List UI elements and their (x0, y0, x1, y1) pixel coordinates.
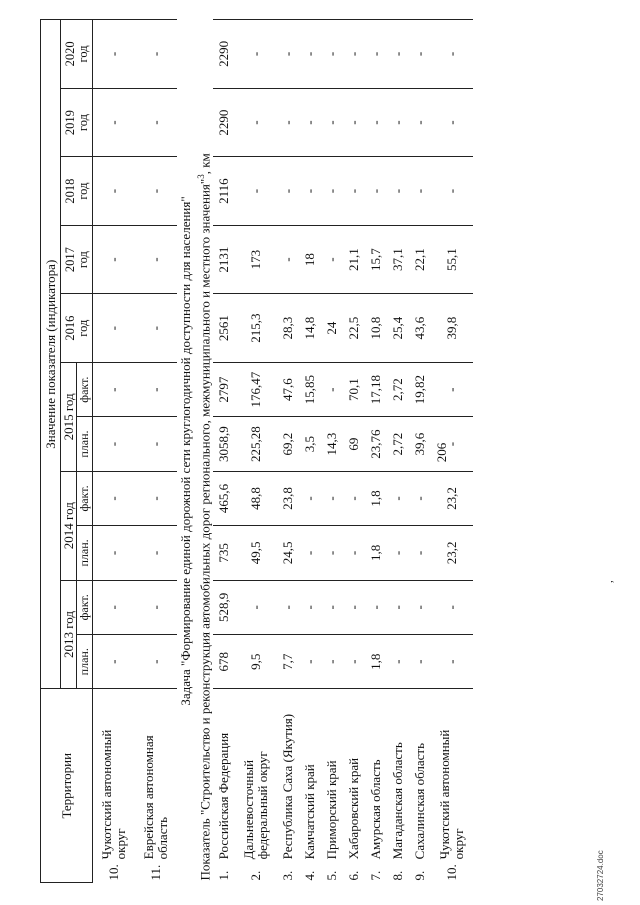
year-2019-header: 2019 год (61, 88, 93, 157)
table-row (135, 20, 177, 883)
row-number: 3. (280, 870, 296, 881)
value-cell: 47,6 (277, 362, 299, 416)
value-cell: 14,3 (321, 417, 343, 471)
territory-name (235, 689, 277, 862)
indicator-value-header: Значение показателя (индикатора) (41, 20, 61, 689)
value-cell: 2561 (213, 294, 235, 363)
value-cell: 70,1 (343, 362, 365, 416)
row-number: 10. (106, 864, 122, 881)
territory-name-line: область (155, 816, 170, 860)
value-cell: - (409, 157, 431, 226)
value-cell: 69 (343, 417, 365, 471)
value-cell: 23,2 (431, 526, 473, 580)
value-cell: 23,2 (431, 471, 473, 525)
value-cell: - (135, 471, 177, 525)
value-cell: 69,2 (277, 417, 299, 471)
value-cell: 25,4 (387, 294, 409, 363)
top-rows (93, 20, 178, 883)
value-cell: - (431, 157, 473, 226)
value-cell: 176,47 (235, 362, 277, 416)
year-2013-header: 2013 год (61, 580, 77, 689)
value-cell: - (387, 88, 409, 157)
table-row (93, 20, 136, 883)
value-cell: - (93, 526, 136, 580)
territory-name-line: Чукотский автономный (437, 729, 453, 860)
value-cell: - (409, 635, 431, 689)
indicator-section (195, 20, 213, 883)
row-number: 4. (302, 870, 318, 881)
value-cell: - (299, 580, 321, 634)
task-section (177, 20, 195, 883)
territory-name-line: Хабаровский край (346, 757, 362, 860)
value-cell: 23,8 (277, 471, 299, 525)
value-cell: - (431, 20, 473, 89)
value-cell: 21,1 (343, 225, 365, 294)
value-cell: - (321, 157, 343, 226)
fact-header: факт. (77, 580, 93, 634)
value-cell: - (135, 225, 177, 294)
value-cell: - (409, 88, 431, 157)
year-2015-header: 2015 год (61, 362, 77, 471)
table-row (387, 20, 409, 883)
territory-name-line: Сахалинская область (412, 742, 428, 860)
value-cell: - (93, 20, 136, 89)
value-cell: - (299, 88, 321, 157)
territory-name (431, 689, 473, 862)
value-cell: - (365, 88, 387, 157)
territory-name-line: Еврейская автономная (141, 735, 157, 860)
value-cell: 3,5 (299, 417, 321, 471)
value-cell: 2,72 (387, 417, 409, 471)
value-cell: - (299, 157, 321, 226)
indicator-title: Показатель "Строительство и реконструкция автомобильных дорог регионального, межмуниципального и местного значения"$^3$, км (195, 153, 212, 881)
table-row (235, 20, 277, 883)
value-cell: 528,9 (213, 580, 235, 634)
indicator-table (40, 19, 473, 883)
row-number: 6. (346, 870, 362, 881)
value-cell: - (93, 417, 136, 471)
year-2017-header: 2017 год (61, 225, 93, 294)
table-row (365, 20, 387, 883)
value-cell: 49,5 (235, 526, 277, 580)
table-header (41, 20, 93, 883)
value-cell: 678 (213, 635, 235, 689)
value-cell: 23,76 (365, 417, 387, 471)
document-code: 27032724.doc (596, 850, 605, 901)
row-number: 11. (148, 864, 164, 881)
table-row (299, 20, 321, 883)
territory-name (321, 689, 343, 862)
value-cell: - (299, 471, 321, 525)
row-number: 9. (412, 870, 428, 881)
value-cell: - (387, 157, 409, 226)
main-rows (213, 20, 473, 883)
year-2020-header: 2020 год (61, 20, 93, 89)
value-cell: 173 (235, 225, 277, 294)
value-cell: - (365, 157, 387, 226)
row-number: 1. (216, 870, 232, 881)
value-cell: - (93, 88, 136, 157)
territory-name (409, 689, 431, 862)
value-cell: 39,8 (431, 294, 473, 363)
value-cell: - (135, 580, 177, 634)
value-cell: 2,72 (387, 362, 409, 416)
value-cell: 24 (321, 294, 343, 363)
territory-header: Территории (41, 689, 93, 883)
value-cell: - (135, 526, 177, 580)
value-cell: - (277, 157, 299, 226)
value-cell: - (343, 157, 365, 226)
year-2016-header: 2016 год (61, 294, 93, 363)
value-cell: 225,28 (235, 417, 277, 471)
territory-name-line: федеральный округ (255, 751, 270, 860)
value-cell: 15,7 (365, 225, 387, 294)
territory-name-line: Дальневосточный (241, 759, 257, 860)
value-cell: - (135, 157, 177, 226)
territory-name (277, 689, 299, 862)
row-number: 7. (368, 870, 384, 881)
value-cell: - (387, 635, 409, 689)
table-row (343, 20, 365, 883)
value-cell: - (365, 580, 387, 634)
value-cell: - (93, 635, 136, 689)
value-cell: 2797 (213, 362, 235, 416)
territory-name-line: Камчатский край (302, 764, 318, 860)
value-cell: 465,6 (213, 471, 235, 525)
territory-name-line: округ (451, 828, 466, 860)
value-cell: 1,8 (365, 635, 387, 689)
value-cell: - (431, 417, 473, 471)
territory-name-line: Чукотский автономный (99, 729, 115, 860)
value-cell: - (365, 20, 387, 89)
value-cell: - (135, 20, 177, 89)
value-cell: - (387, 580, 409, 634)
value-cell: 15,85 (299, 362, 321, 416)
value-cell: - (409, 20, 431, 89)
value-cell: - (409, 580, 431, 634)
territory-name-line: Российская Федерация (216, 732, 232, 860)
value-cell: - (135, 362, 177, 416)
value-cell: - (277, 88, 299, 157)
table-row (431, 20, 473, 883)
plan-header: план. (77, 635, 93, 689)
territory-name (93, 689, 136, 862)
value-cell: 2290 (213, 20, 235, 89)
value-cell: - (277, 20, 299, 89)
value-cell: - (235, 20, 277, 89)
value-cell: - (431, 580, 473, 634)
value-cell: - (135, 88, 177, 157)
value-cell: 10,8 (365, 294, 387, 363)
value-cell: - (93, 157, 136, 226)
territory-name (365, 689, 387, 862)
value-cell: - (321, 635, 343, 689)
value-cell: 48,8 (235, 471, 277, 525)
plan-header: план. (77, 417, 93, 471)
value-cell: 55,1 (431, 225, 473, 294)
stray-mark: , (603, 580, 615, 583)
page-number: 206 (434, 442, 449, 463)
value-cell: 17,18 (365, 362, 387, 416)
value-cell: 43,6 (409, 294, 431, 363)
value-cell: - (431, 362, 473, 416)
value-cell: - (135, 417, 177, 471)
value-cell: 22,1 (409, 225, 431, 294)
territory-name (135, 689, 177, 862)
value-cell: - (93, 471, 136, 525)
table-row (409, 20, 431, 883)
row-number: 2. (248, 870, 264, 881)
value-cell: 37,1 (387, 225, 409, 294)
value-cell: 735 (213, 526, 235, 580)
value-cell: - (387, 20, 409, 89)
plan-header: план. (77, 526, 93, 580)
value-cell: 14,8 (299, 294, 321, 363)
value-cell: - (343, 88, 365, 157)
value-cell: - (235, 88, 277, 157)
year-2014-header: 2014 год (61, 471, 77, 580)
value-cell: - (93, 362, 136, 416)
row-number: 10. (444, 864, 460, 881)
territory-name-line: Республика Саха (Якутия) (280, 713, 296, 860)
value-cell: - (343, 635, 365, 689)
value-cell: - (431, 635, 473, 689)
value-cell: - (431, 88, 473, 157)
value-cell: - (299, 635, 321, 689)
fact-header: факт. (77, 362, 93, 416)
value-cell: - (321, 225, 343, 294)
year-2018-header: 2018 год (61, 157, 93, 226)
value-cell: - (387, 526, 409, 580)
value-cell: - (387, 471, 409, 525)
value-cell: - (277, 225, 299, 294)
value-cell: - (93, 294, 136, 363)
value-cell: - (409, 471, 431, 525)
value-cell: - (93, 225, 136, 294)
value-cell: 9,5 (235, 635, 277, 689)
task-title: Задача "Формирование единой дорожной сети круглогодичной доступности для населения" (178, 196, 194, 706)
value-cell: - (321, 88, 343, 157)
value-cell: 19,82 (409, 362, 431, 416)
value-cell: 2290 (213, 88, 235, 157)
territory-name-line: Магаданская область (390, 742, 406, 860)
value-cell: 1,8 (365, 526, 387, 580)
value-cell: - (299, 20, 321, 89)
territory-name-line: Амурская область (368, 759, 384, 860)
value-cell: 18 (299, 225, 321, 294)
value-cell: - (409, 526, 431, 580)
value-cell: 2116 (213, 157, 235, 226)
value-cell: - (343, 526, 365, 580)
value-cell: - (299, 526, 321, 580)
territory-name-line: Приморский край (324, 760, 340, 860)
value-cell: 39,6 (409, 417, 431, 471)
value-cell: 22,5 (343, 294, 365, 363)
table-row (213, 20, 235, 883)
row-number: 8. (390, 870, 406, 881)
value-cell: - (343, 20, 365, 89)
value-cell: - (321, 362, 343, 416)
table-row (321, 20, 343, 883)
value-cell: - (321, 526, 343, 580)
value-cell: 215,3 (235, 294, 277, 363)
row-number: 5. (324, 870, 340, 881)
table-row (277, 20, 299, 883)
value-cell: - (235, 157, 277, 226)
value-cell: - (235, 580, 277, 634)
value-cell: - (93, 580, 136, 634)
value-cell: - (343, 471, 365, 525)
value-cell: 2131 (213, 225, 235, 294)
value-cell: 28,3 (277, 294, 299, 363)
value-cell: - (277, 580, 299, 634)
fact-header: факт. (77, 471, 93, 525)
territory-name (213, 689, 235, 862)
territory-name (387, 689, 409, 862)
value-cell: - (321, 20, 343, 89)
value-cell: - (321, 471, 343, 525)
value-cell: 1,8 (365, 471, 387, 525)
territory-name (299, 689, 321, 862)
territory-name-line: округ (113, 828, 128, 860)
territory-name (343, 689, 365, 862)
value-cell: - (135, 635, 177, 689)
value-cell: 24,5 (277, 526, 299, 580)
value-cell: 3058,9 (213, 417, 235, 471)
value-cell: - (321, 580, 343, 634)
value-cell: - (135, 294, 177, 363)
value-cell: 7,7 (277, 635, 299, 689)
value-cell: - (343, 580, 365, 634)
